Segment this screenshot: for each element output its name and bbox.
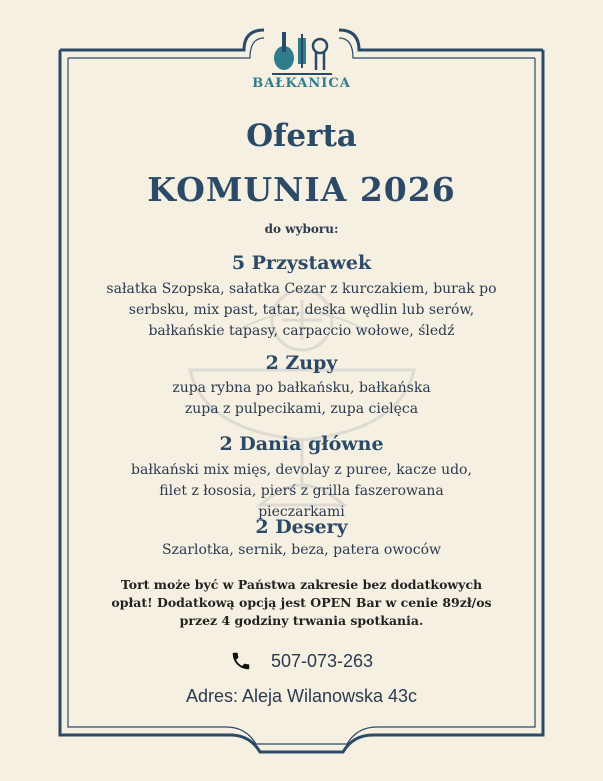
- section-text-desery: Szarlotka, sernik, beza, patera owoców: [162, 542, 441, 558]
- address-text: Adres: Aleja Wilanowska 43c: [185, 686, 418, 706]
- section-heading-zupy: 2 Zupy: [265, 352, 338, 374]
- choose-label: do wyboru:: [264, 222, 339, 236]
- section-text-dania: bałkański mix mięs, devolay z puree, kacze udo, filet z łososia, pierś z grilla faszerowana pieczarkami: [131, 462, 472, 520]
- info-note: Tort może być w Państwa zakresie bez dodatkowych opłat! Dodatkową opcją jest OPEN Bar w cenie 89zł/os przez 4 godziny trwania spotkania.: [111, 577, 492, 628]
- brand-name: BAŁKANICA: [252, 76, 351, 91]
- phone-row: [0, 650, 603, 672]
- offer-subtitle-komunia: KOMUNIA 2026: [147, 170, 456, 209]
- section-text-przystawki: sałatka Szopska, sałatka Cezar z kurczakiem, burak po serbsku, mix past, tatar, deska wędlin lub serów, bałkańskie tapasy, carpaccio wołowe, śledź: [106, 281, 497, 339]
- section-heading-dania: 2 Dania główne: [219, 433, 384, 455]
- section-heading-przystawki: 5 Przystawek: [231, 252, 372, 274]
- offer-title: Oferta: [246, 118, 357, 154]
- phone-icon: [230, 650, 252, 672]
- section-text-zupy: zupa rybna po bałkańsku, bałkańska zupa z pulpecikami, zupa cielęca: [172, 380, 431, 417]
- section-heading-desery: 2 Desery: [255, 516, 348, 538]
- phone-number[interactable]: 507-073-263: [270, 650, 374, 671]
